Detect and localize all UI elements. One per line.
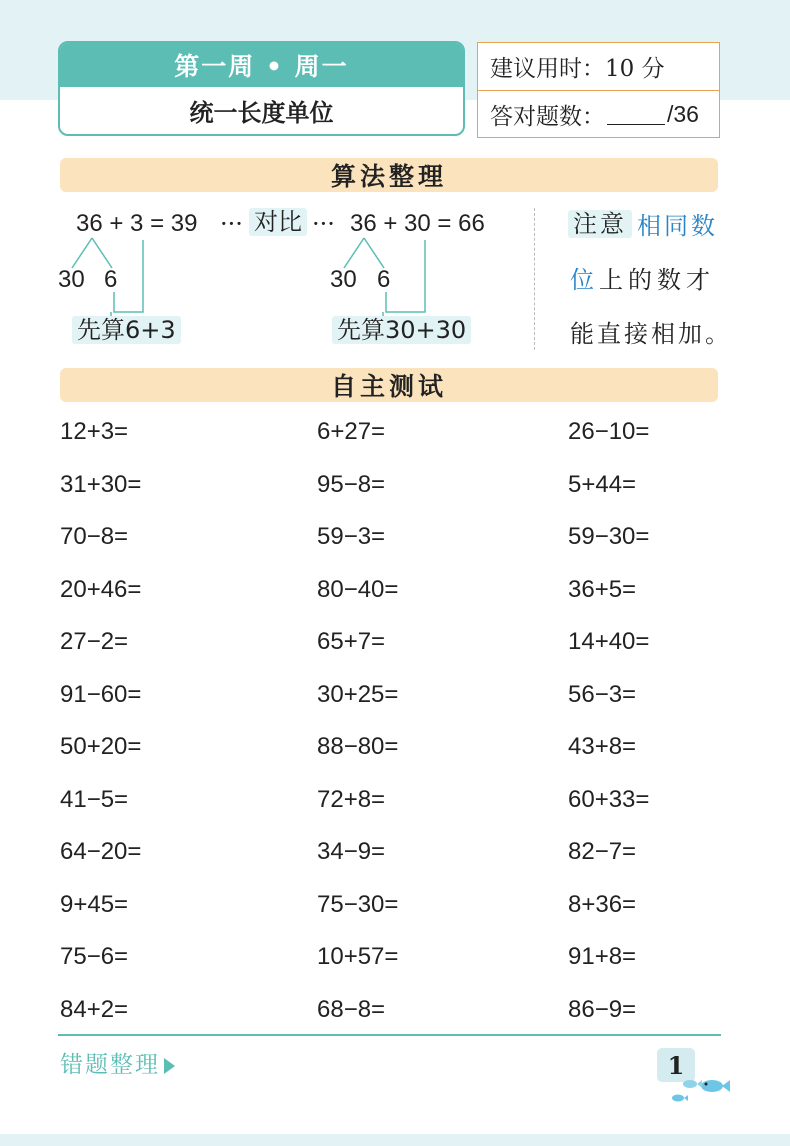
note-tag: 注意 — [568, 210, 632, 238]
problem-item: 86−9= — [568, 995, 637, 1023]
hint-2: 先算30+30 — [332, 316, 471, 344]
problem-item: 75−6= — [60, 943, 129, 970]
problem-item: 68−8= — [317, 995, 386, 1023]
problem-item: 80−40= — [317, 575, 399, 603]
problem-item: 30+25= — [317, 680, 399, 708]
split1-ones: 6 — [104, 266, 118, 293]
problem-item: 43+8= — [568, 733, 637, 760]
problem-item: 27−2= — [60, 628, 129, 655]
note-line2 — [570, 268, 715, 292]
problem-item: 36+5= — [568, 575, 637, 603]
footer-wrong-questions[interactable] — [60, 1046, 175, 1079]
footer-line — [58, 1034, 721, 1036]
problem-item: 84+2= — [60, 995, 129, 1023]
note-line3: 能直接相加。 — [570, 320, 732, 348]
play-arrow-icon — [164, 1058, 175, 1074]
problem-item: 95−8= — [317, 470, 386, 498]
page-number: 1 — [657, 1048, 695, 1082]
problem-item: 5+44= — [568, 470, 637, 498]
problem-item: 6+27= — [317, 418, 386, 445]
dots-right: ··· — [312, 210, 335, 238]
split1-tens: 30 — [58, 266, 85, 293]
bottom-background-band — [0, 1134, 790, 1146]
problem-item: 59−30= — [568, 523, 650, 550]
problem-item: 64−20= — [60, 838, 142, 865]
note-line2-rest: 上的数才 — [599, 266, 715, 294]
compare-tag: 对比 — [249, 208, 307, 236]
problem-item: 59−3= — [317, 523, 386, 550]
section-method-title: 算法整理 — [60, 158, 718, 192]
footer-label-text: 错题整理 — [60, 1052, 160, 1078]
problem-item: 91+8= — [568, 943, 637, 970]
problem-item: 60+33= — [568, 785, 650, 813]
problem-item: 65+7= — [317, 628, 386, 655]
problem-item: 8+36= — [568, 890, 637, 918]
fish-icon — [672, 1080, 730, 1102]
problem-item: 34−9= — [317, 838, 386, 865]
equation-2: 36 + 30 = 66 — [350, 210, 485, 237]
problem-item: 70−8= — [60, 523, 129, 550]
problem-item: 41−5= — [60, 785, 129, 813]
note-line2-blue: 位 — [570, 266, 599, 294]
method-divider — [534, 208, 535, 350]
problem-item: 12+3= — [60, 418, 129, 445]
note-line1: 相同数 — [637, 212, 718, 240]
equation-1: 36 + 3 = 39 — [76, 210, 198, 237]
problem-item: 20+46= — [60, 575, 142, 603]
problem-item: 26−10= — [568, 418, 650, 445]
score-total: /36 — [667, 101, 699, 127]
problem-item: 82−7= — [568, 838, 637, 865]
problem-item: 72+8= — [317, 785, 386, 813]
problem-item: 9+45= — [60, 890, 129, 918]
problem-item: 14+40= — [568, 628, 650, 655]
split2-ones: 6 — [377, 266, 391, 293]
problem-item: 75−30= — [317, 890, 399, 918]
problem-item: 56−3= — [568, 680, 637, 708]
hint-1: 先算6+3 — [72, 316, 181, 344]
section-test-title: 自主测试 — [60, 368, 718, 402]
split2-tens: 30 — [330, 266, 357, 293]
problem-item: 10+57= — [317, 943, 399, 970]
lesson-topic: 统一长度单位 — [189, 99, 334, 127]
score-label: 答对题数： — [490, 104, 605, 130]
dots-left: ··· — [220, 210, 243, 238]
problem-item: 91−60= — [60, 680, 142, 708]
suggested-time-text: 建议用时：10 分 — [490, 56, 665, 82]
problem-item: 31+30= — [60, 470, 142, 498]
week-day-title: 第一周 • 周一 — [60, 43, 463, 87]
problem-item: 50+20= — [60, 733, 142, 760]
problem-item: 88−80= — [317, 733, 399, 760]
